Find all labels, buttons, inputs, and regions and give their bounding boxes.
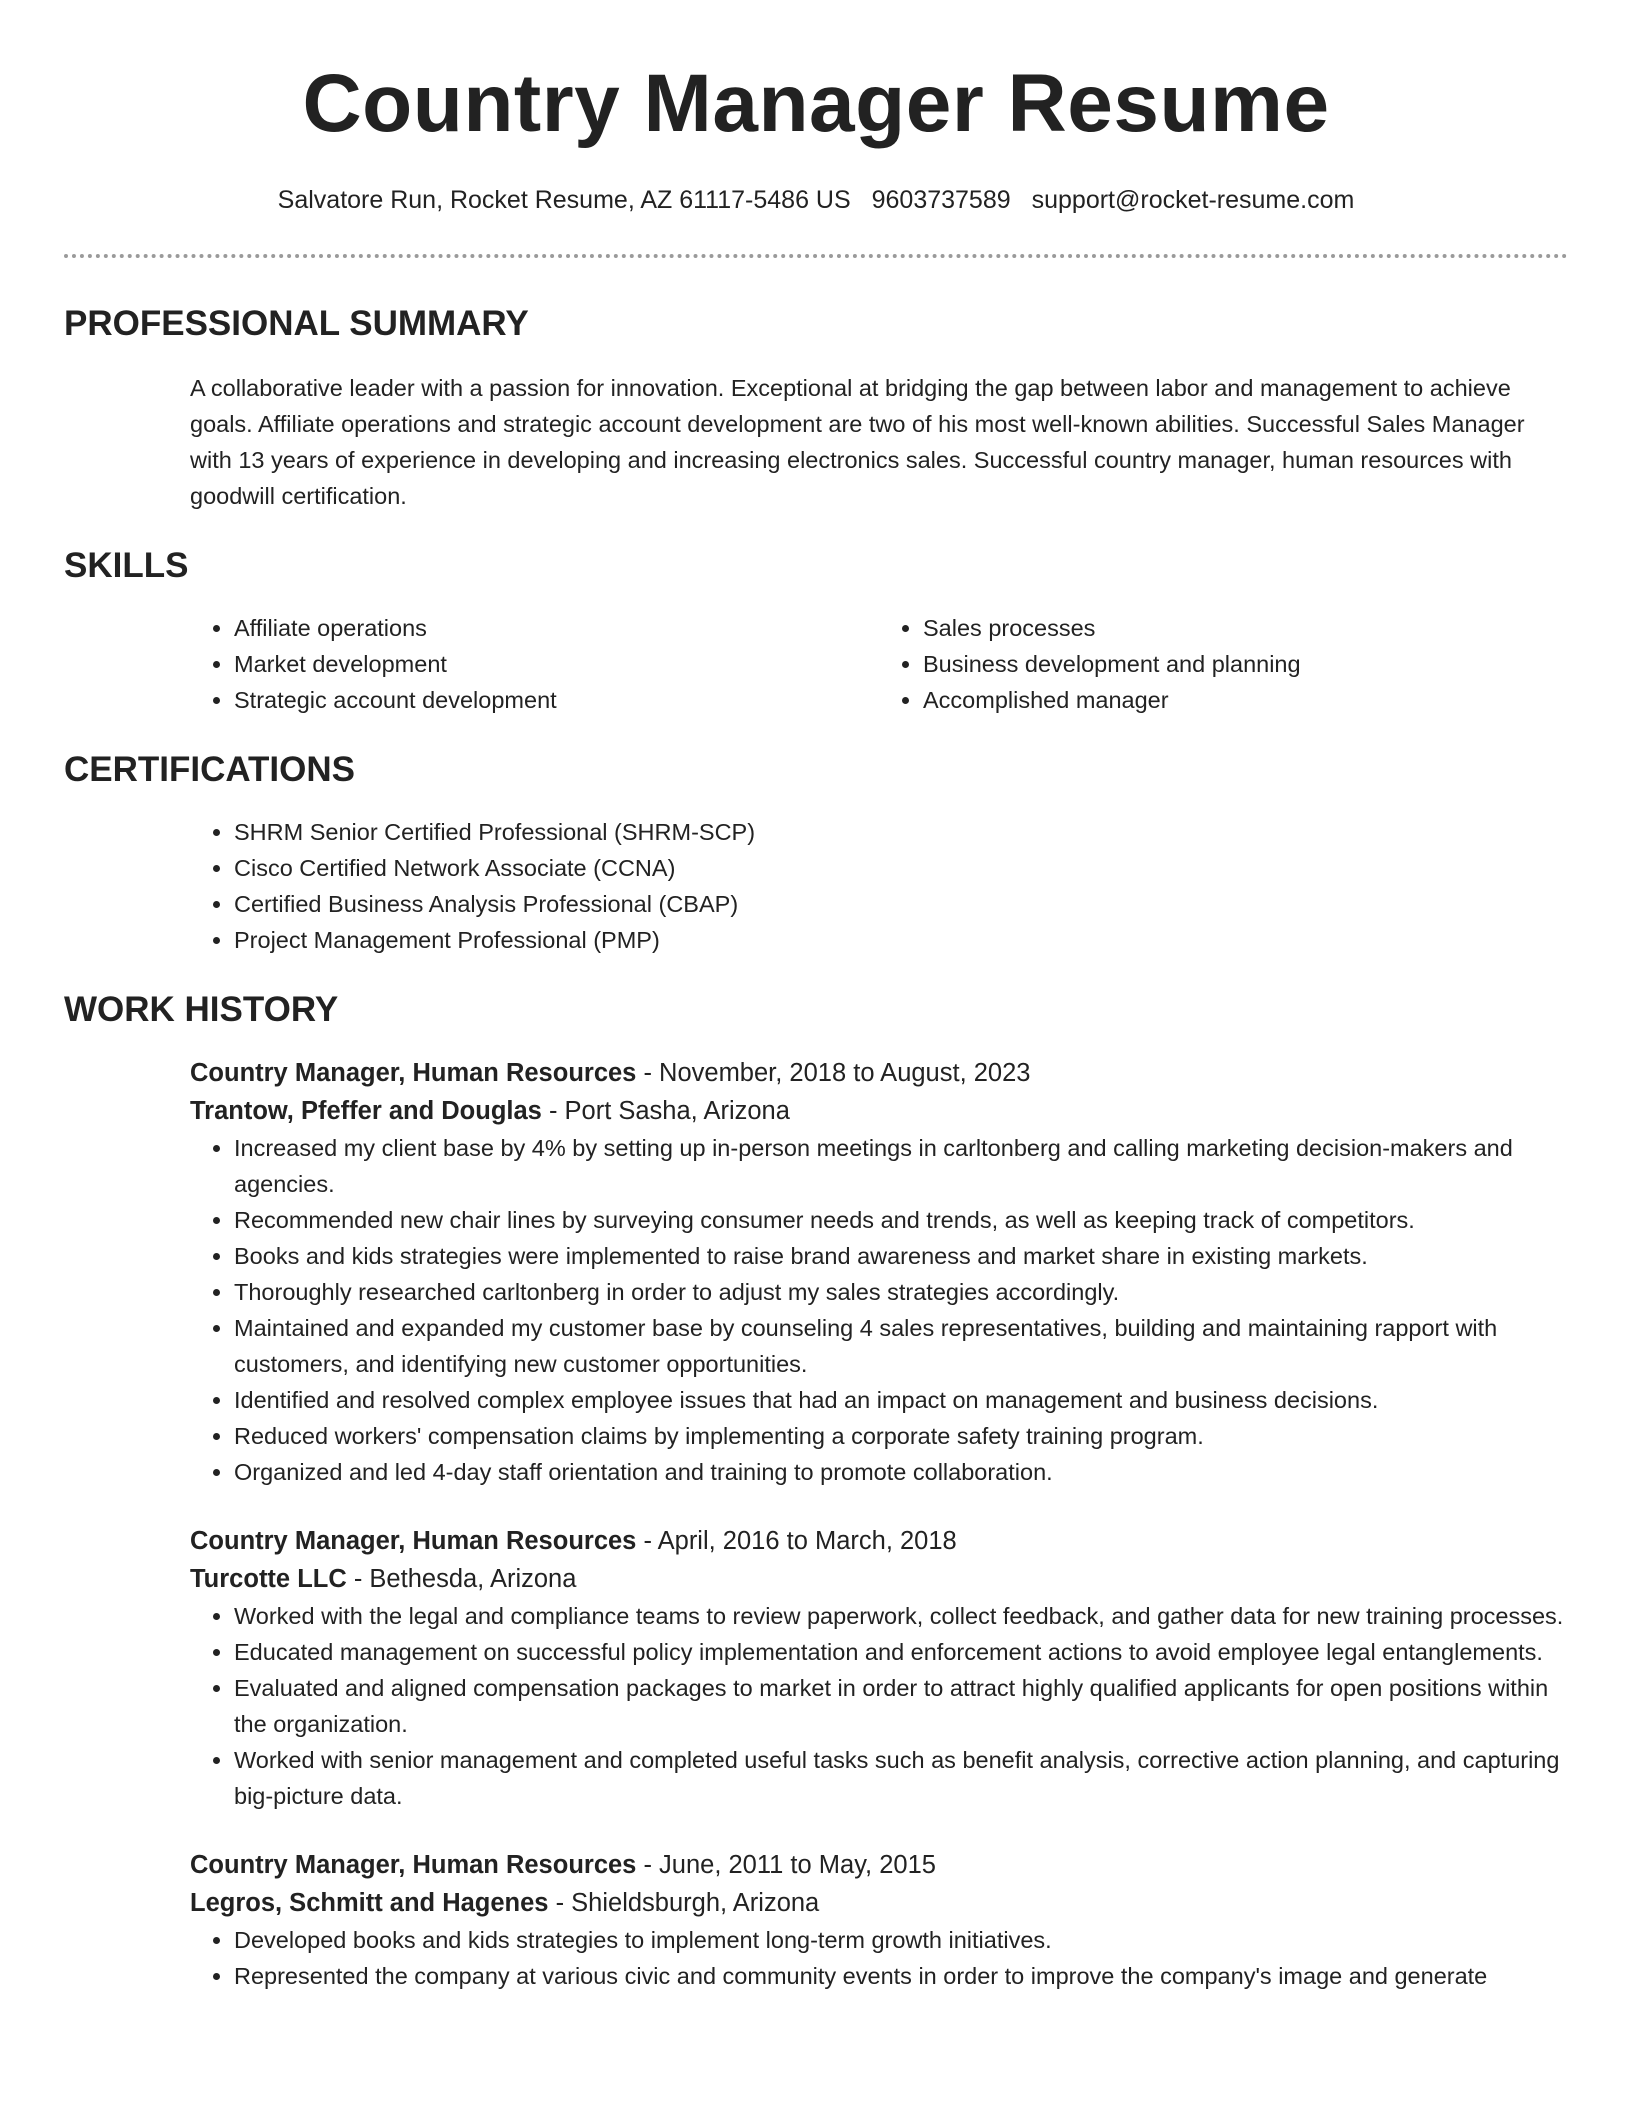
job-bullet: • Thoroughly researched carltonberg in order to adjust my sales strategies accordingly. (234, 1274, 1568, 1310)
job-company-line (190, 1560, 1568, 1598)
resume-page (64, 0, 1568, 1994)
header-divider (64, 254, 1568, 258)
job-entry (190, 1054, 1568, 1490)
job-bullet: • Worked with the legal and compliance teams to review paperwork, collect feedback, and gather data for new training processes. (234, 1598, 1568, 1634)
job-bullet: • Evaluated and aligned compensation packages to market in order to attract highly qualified applicants for open positions within the organization. (234, 1670, 1568, 1742)
skill-item: • Affiliate operations (234, 610, 879, 646)
job-bullet: • Worked with senior management and completed useful tasks such as benefit analysis, corrective action planning, and capturing big-picture data. (234, 1742, 1568, 1814)
certification-item: • SHRM Senior Certified Professional (SHRM-SCP) (234, 814, 1568, 850)
summary-heading: PROFESSIONAL SUMMARY (64, 304, 529, 343)
job-bullet: • Increased my client base by 4% by setting up in-person meetings in carltonberg and calling marketing decision-makers and agencies. (234, 1130, 1568, 1202)
skill-item: • Market development (234, 646, 879, 682)
job-title-line (190, 1054, 1568, 1092)
job-company: Trantow, Pfeffer and Douglas (190, 1097, 542, 1125)
job-bullets (190, 1598, 1568, 1814)
job-bullet: • Books and kids strategies were implemented to raise brand awareness and market share in existing markets. (234, 1238, 1568, 1274)
certification-item: • Cisco Certified Network Associate (CCNA) (234, 850, 1568, 886)
certification-item: • Certified Business Analysis Professional (CBAP) (234, 886, 1568, 922)
certifications-list (190, 814, 1568, 958)
contact-phone: 9603737589 (871, 186, 1011, 214)
job-location: - Port Sasha, Arizona (541, 1097, 790, 1125)
job-dates: - April, 2016 to March, 2018 (636, 1527, 957, 1555)
resume-title: Country Manager Resume (302, 58, 1330, 149)
certifications-heading: CERTIFICATIONS (64, 750, 356, 789)
job-bullet: • Organized and led 4-day staff orientation and training to promote collaboration. (234, 1454, 1568, 1490)
summary-text: A collaborative leader with a passion for innovation. Exceptional at bridging the gap between labor and management to achieve goals. Affiliate operations and strategic account development are two of his most well-known abilities. Successful Sales Manager with 13 years of experience in developing and increasing electronics sales. Successful country manager, human resources with goodwill certification. (190, 375, 1525, 509)
contact-address: Salvatore Run, Rocket Resume, AZ 61117-5486 US (277, 186, 851, 214)
job-bullet: • Educated management on successful policy implementation and enforcement actions to avoid employee legal entanglements. (234, 1634, 1568, 1670)
job-company: Legros, Schmitt and Hagenes (190, 1889, 549, 1917)
skills-heading: SKILLS (64, 546, 189, 585)
job-bullet: • Identified and resolved complex employee issues that had an impact on management and business decisions. (234, 1382, 1568, 1418)
job-location: - Bethesda, Arizona (346, 1565, 577, 1593)
job-dates: - June, 2011 to May, 2015 (636, 1851, 936, 1879)
job-bullet: • Developed books and kids strategies to implement long-term growth initiatives. (234, 1922, 1568, 1958)
job-bullet: • Represented the company at various civic and community events in order to improve the company's image and generate (234, 1958, 1568, 1994)
job-bullet: • Maintained and expanded my customer base by counseling 4 sales representatives, building and maintaining rapport with customers, and identifying new customer opportunities. (234, 1310, 1568, 1382)
skills-column-left (190, 610, 879, 718)
skill-item: • Sales processes (923, 610, 1568, 646)
contact-email: support@rocket-resume.com (1031, 186, 1355, 214)
job-title-line (190, 1522, 1568, 1560)
job-dates: - November, 2018 to August, 2023 (636, 1059, 1031, 1087)
job-company-line (190, 1884, 1568, 1922)
skills-column-right (879, 610, 1568, 718)
job-bullet: • Reduced workers' compensation claims by implementing a corporate safety training program. (234, 1418, 1568, 1454)
contact-line (64, 182, 1568, 218)
job-title: Country Manager, Human Resources (190, 1527, 637, 1555)
job-company-line (190, 1092, 1568, 1130)
certification-item: • Project Management Professional (PMP) (234, 922, 1568, 958)
job-location: - Shieldsburgh, Arizona (548, 1889, 820, 1917)
job-title: Country Manager, Human Resources (190, 1059, 637, 1087)
skill-item: • Accomplished manager (923, 682, 1568, 718)
skills-list (190, 610, 1568, 718)
job-entry (190, 1846, 1568, 1994)
work-history-heading: WORK HISTORY (64, 990, 339, 1029)
job-bullets (190, 1130, 1568, 1490)
job-title-line (190, 1846, 1568, 1884)
job-entry (190, 1522, 1568, 1814)
job-title: Country Manager, Human Resources (190, 1851, 637, 1879)
job-company: Turcotte LLC (190, 1565, 347, 1593)
skill-item: • Business development and planning (923, 646, 1568, 682)
skill-item: • Strategic account development (234, 682, 879, 718)
job-bullets (190, 1922, 1568, 1994)
job-bullet: • Recommended new chair lines by surveying consumer needs and trends, as well as keeping track of competitors. (234, 1202, 1568, 1238)
certifications-bullets (190, 814, 1568, 958)
